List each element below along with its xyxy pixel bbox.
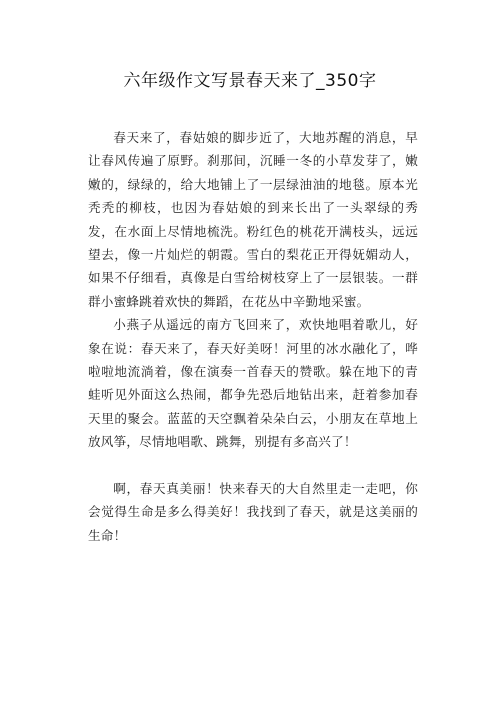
paragraph-3: 啊，春天真美丽！快来春天的大自然里走一走吧，你会觉得生命是多么得美好！我找到了春天，就是这美丽的生命！ xyxy=(88,481,418,543)
paragraph-2: 小燕子从遥远的南方飞回来了，欢快地唱着歌儿，好象在说：春天来了，春天好美呀！河里的冰水融化了，哗啦啦地流淌着，像在演奏一首春天的赞歌。躲在地下的青蛙听见外面这么热闹，都争先恐后地钻出来，赶着参加春天里的聚会。蓝蓝的天空飘着朵朵白云，小朋友在草地上放风筝，尽情地唱歌、跳舞，别提有多高兴了！ xyxy=(88,317,418,450)
document-title: 六年级作文写景春天来了_350字 xyxy=(123,71,377,91)
document-body xyxy=(88,126,418,547)
paragraph-1: 春天来了，春姑娘的脚步近了，大地苏醒的消息，早让春风传遍了原野。刹那间，沉睡一冬的小草发芽了，嫩嫩的，绿绿的，给大地铺上了一层绿油油的地毯。原本光秃秃的柳枝，也因为春姑娘的到来长出了一头翠绿的秀发，在水面上尽情地梳洗。粉红色的桃花开满枝头，远远望去，像一片灿烂的朝霞。雪白的梨花正开得妩媚动人，如果不仔细看，真像是白雪给树枝穿上了一层银装。一群群小蜜蜂跳着欢快的舞蹈，在花丛中辛勤地采蜜。 xyxy=(88,130,418,309)
